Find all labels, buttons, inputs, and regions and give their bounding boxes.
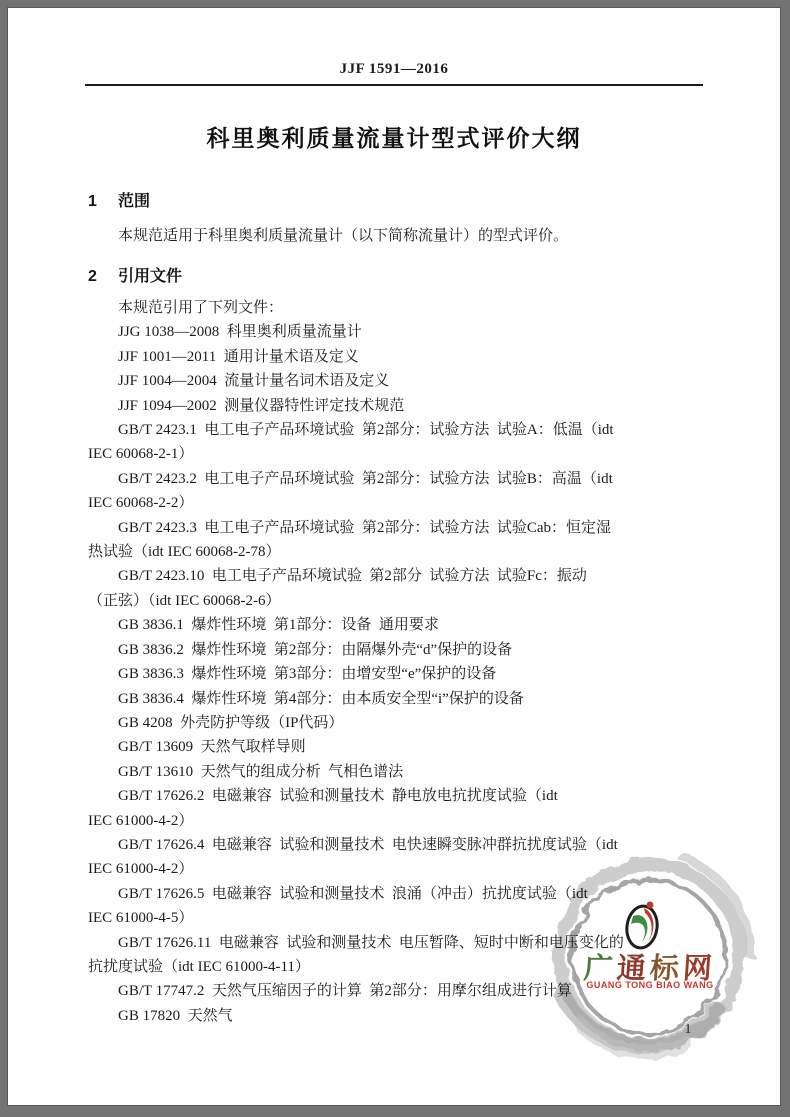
section-1-heading-label: 范围 [118, 193, 151, 210]
scanned-document-page [8, 8, 780, 1105]
watermark-char: 标 [648, 951, 685, 985]
section-2-heading-label: 引用文件 [118, 268, 183, 285]
reference-line: GB/T 17626.11 电磁兼容 试验和测量技术 电压暂降、短时中断和电压变化的 [118, 934, 624, 951]
reference-line: GB/T 2423.3 电工电子产品环境试验 第2部分：试验方法 试验Cab：恒定湿 [118, 519, 612, 536]
reference-line: JJF 1094—2002 测量仪器特性评定技术规范 [118, 397, 405, 414]
reference-line-continuation: IEC 61000-4-5） [88, 910, 194, 927]
reference-line: GB 3836.1 爆炸性环境 第1部分：设备 通用要求 [118, 617, 439, 634]
section-2-number: 2 [88, 268, 97, 285]
page-number: 1 [684, 1022, 692, 1037]
reference-line: GB 3836.2 爆炸性环境 第2部分：由隔爆外壳“d”保护的设备 [118, 641, 513, 658]
section-1-paragraph: 本规范适用于科里奥利质量流量计（以下简称流量计）的型式评价。 [118, 228, 569, 244]
reference-line: JJF 1001—2011 通用计量术语及定义 [118, 348, 359, 365]
reference-line: JJF 1004—2004 流量计量名词术语及定义 [118, 373, 390, 390]
section-1-number: 1 [88, 193, 97, 210]
reference-line-continuation: IEC 60068-2-2） [88, 495, 194, 512]
reference-line: GB 3836.3 爆炸性环境 第3部分：由增安型“e”保护的设备 [118, 666, 497, 683]
watermark-char: 通 [615, 951, 652, 985]
reference-list-intro: 本规范引用了下列文件： [118, 300, 284, 316]
reference-line: GB/T 17626.4 电磁兼容 试验和测量技术 电快速瞬变脉冲群抗扰度试验（idt [118, 836, 618, 853]
reference-line-continuation: IEC 60068-2-1） [88, 446, 194, 463]
reference-line-continuation: （正弦）（idt IEC 60068-2-6） [88, 592, 281, 609]
watermark-char: 网 [681, 951, 718, 985]
reference-line-continuation: 抗扰度试验（idt IEC 61000-4-11） [88, 958, 310, 975]
reference-line: GB 3836.4 爆炸性环境 第4部分：由本质安全型“i”保护的设备 [118, 690, 524, 707]
reference-line: GB 17820 天然气 [118, 1007, 233, 1024]
reference-line: GB/T 17626.5 电磁兼容 试验和测量技术 浪涌（冲击）抗扰度试验（idt [118, 885, 588, 902]
reference-line: GB/T 17626.2 电磁兼容 试验和测量技术 静电放电抗扰度试验（idt [118, 788, 558, 805]
reference-line: GB/T 13610 天然气的组成分析 气相色谱法 [118, 763, 404, 780]
reference-line: GB/T 13609 天然气取样导则 [118, 739, 306, 756]
page-title: 科里奥利质量流量计型式评价大纲 [206, 125, 582, 151]
reference-line-continuation: IEC 61000-4-2） [88, 861, 194, 878]
section-1-heading [88, 188, 150, 211]
section-2-heading [88, 263, 182, 286]
header-rule [85, 84, 703, 86]
watermark-subtitle: GUANG TONG BIAO WANG [586, 980, 714, 990]
reference-line-continuation: 热试验（idt IEC 60068-2-78） [88, 544, 281, 561]
reference-line: GB/T 2423.1 电工电子产品环境试验 第2部分：试验方法 试验A：低温（idt [118, 422, 614, 439]
standard-code-header: JJF 1591—2016 [339, 61, 449, 77]
reference-line: GB/T 17747.2 天然气压缩因子的计算 第2部分：用摩尔组成进行计算 [118, 983, 572, 1000]
reference-line: GB 4208 外壳防护等级（IP代码） [118, 714, 344, 731]
watermark-char: 广 [582, 951, 619, 985]
reference-line-continuation: IEC 61000-4-2） [88, 812, 194, 829]
reference-line: JJG 1038—2008 科里奥利质量流量计 [118, 324, 362, 341]
reference-line: GB/T 2423.10 电工电子产品环境试验 第2部分 试验方法 试验Fc：振动 [118, 568, 587, 585]
reference-list [88, 296, 756, 1028]
reference-line: GB/T 2423.2 电工电子产品环境试验 第2部分：试验方法 试验B：高温（idt [118, 470, 613, 487]
